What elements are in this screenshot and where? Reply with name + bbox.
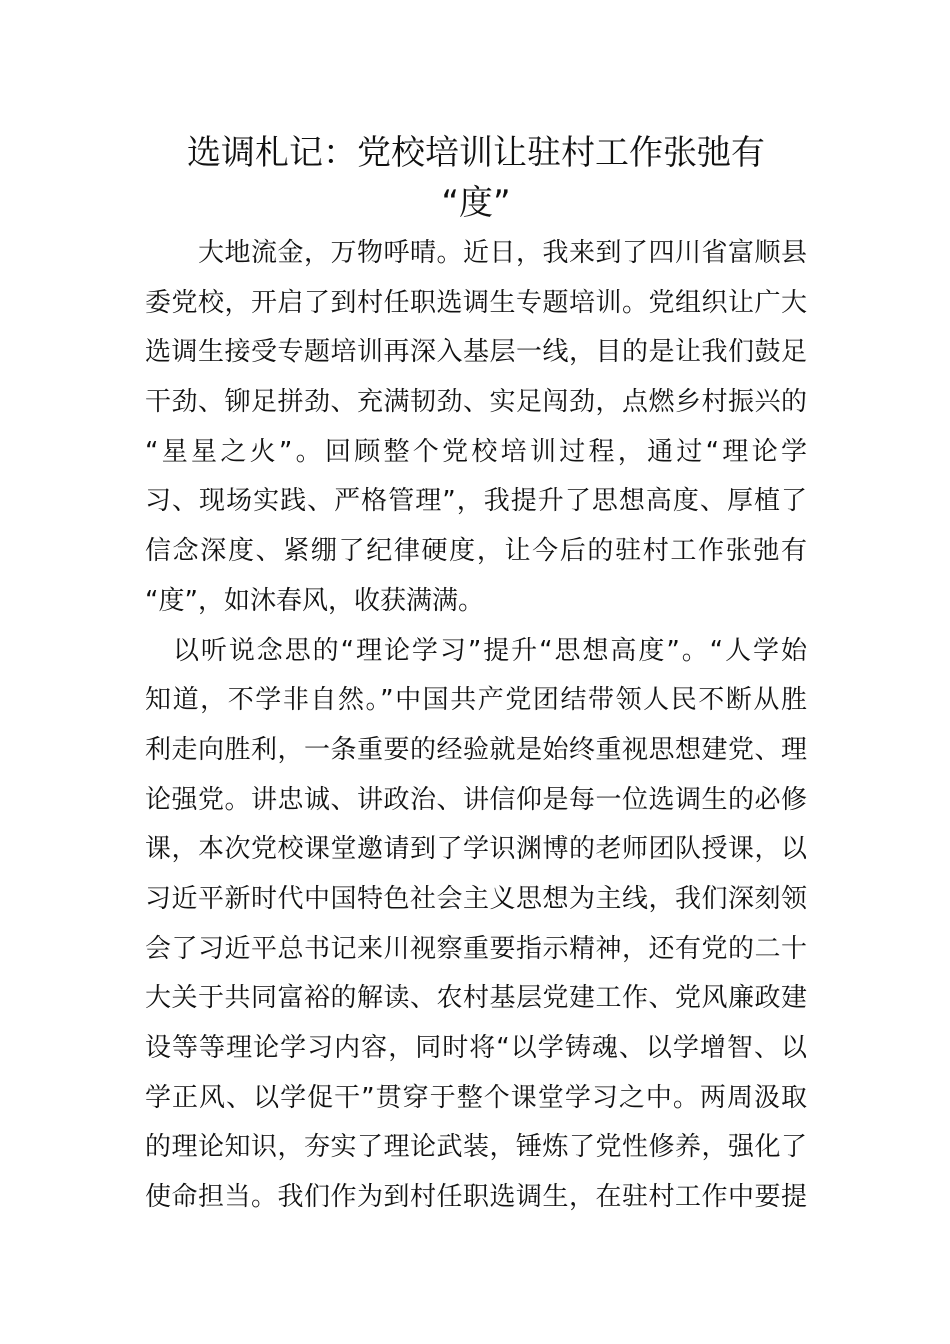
body-line: 的理论知识，夯实了理论武装，锤炼了党性修养，强化了 — [145, 1132, 807, 1163]
body-line: 习、现场实践、严格管理”，我提升了思想高度、厚植了 — [145, 486, 807, 517]
body-line: 使命担当。我们作为到村任职选调生，在驻村工作中要提 — [145, 1182, 807, 1213]
body-line: 大关于共同富裕的解读、农村基层党建工作、党风廉政建 — [145, 983, 807, 1014]
body-line: 知道，不学非自然。”中国共产党团结带领人民不断从胜 — [145, 685, 807, 716]
body-line: 信念深度、紧绷了纪律硬度，让今后的驻村工作张弛有 — [145, 536, 807, 567]
body-line: “星星之火”。回顾整个党校培训过程，通过“理论学 — [145, 436, 807, 467]
body-line: 以听说念思的“理论学习”提升“思想高度”。“人学始 — [145, 635, 807, 666]
body-line: 大地流金，万物呼晴。近日，我来到了四川省富顺县 — [145, 238, 807, 268]
body-line: 委党校，开启了到村任职选调生专题培训。党组织让广大 — [145, 287, 807, 318]
body-line: 选调生接受专题培训再深入基层一线，目的是让我们鼓足 — [145, 337, 807, 368]
document-title — [145, 128, 807, 228]
body-line: 会了习近平总书记来川视察重要指示精神，还有党的二十 — [145, 933, 807, 964]
body-line: 利走向胜利，一条重要的经验就是始终重视思想建党、理 — [145, 734, 807, 765]
body-line: 干劲、铆足拼劲、充满韧劲、实足闯劲，点燃乡村振兴的 — [145, 387, 807, 418]
title-line-1: 选调札记：党校培训让驻村工作张弛有 — [187, 133, 765, 173]
document-body — [145, 229, 807, 1223]
body-line: 习近平新时代中国特色社会主义思想为主线，我们深刻领 — [145, 883, 807, 914]
body-line: “度”，如沐春风，收获满满。 — [145, 585, 484, 616]
body-line: 课，本次党校课堂邀请到了学识渊博的老师团队授课，以 — [145, 834, 807, 865]
body-line: 设等等理论学习内容，同时将“以学铸魂、以学增智、以 — [145, 1033, 807, 1063]
body-line: 论强党。讲忠诚、讲政治、讲信仰是每一位选调生的必修 — [145, 784, 807, 815]
title-line-2: “度” — [441, 183, 511, 223]
body-line: 学正风、以学促干”贯穿于整个课堂学习之中。两周汲取 — [145, 1082, 807, 1113]
